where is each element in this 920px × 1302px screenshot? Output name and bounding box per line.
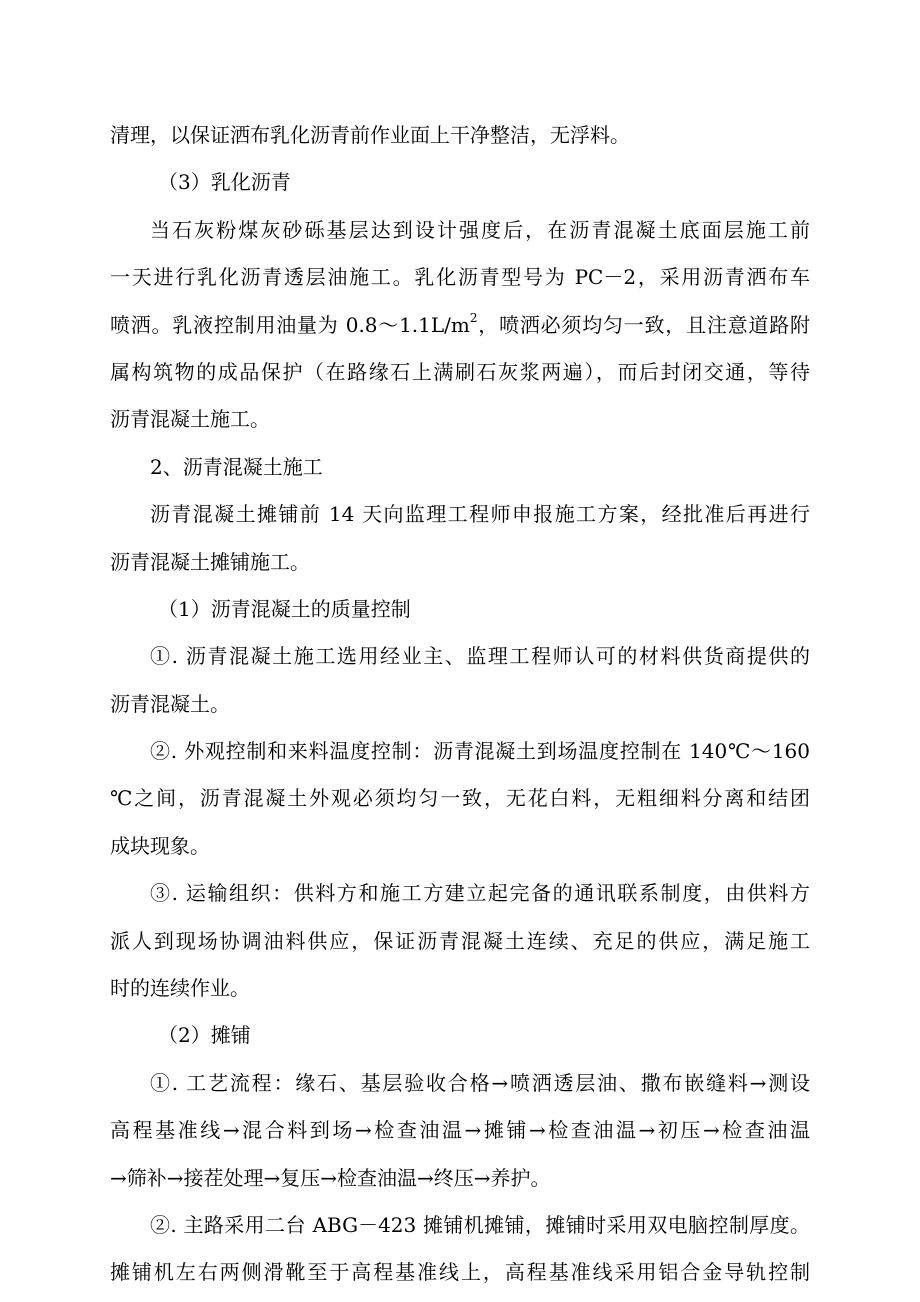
text-line: 时的连续作业。: [110, 976, 250, 1001]
text-line: 一天进行乳化沥青透层油施工。乳化沥青型号为 PC－2，采用沥青洒布车: [110, 265, 810, 290]
section-heading: （3）乳化沥青: [158, 170, 291, 195]
section-heading: （1）沥青混凝土的质量控制: [158, 596, 411, 621]
text-fragment: 喷洒。乳液控制用油量为 0.8～1.1L/m: [110, 312, 470, 337]
text-line: 沥青混凝土摊铺前 14 天向监理工程师申报施工方案，经批准后再进行: [150, 502, 810, 527]
text-line: 清理，以保证洒布乳化沥青前作业面上干净整洁，无浮料。: [110, 123, 630, 147]
text-line: 派人到现场协调油料供应，保证沥青混凝土连续、充足的供应，满足施工: [110, 928, 810, 953]
text-line: 当石灰粉煤灰砂砾基层达到设计强度后，在沥青混凝土底面层施工前: [150, 217, 810, 242]
text-line: →筛补→接茬处理→复压→检查油温→终压→养护。: [110, 1165, 551, 1190]
text-fragment: ，喷洒必须均匀一致，且注意道路附: [477, 312, 810, 337]
text-line: ℃之间，沥青混凝土外观必须均匀一致，无花白料，无粗细料分离和结团: [110, 786, 810, 811]
text-line: ③. 运输组织：供料方和施工方建立起完备的通讯联系制度，由供料方: [150, 881, 810, 906]
text-line: 沥青混凝土摊铺施工。: [110, 549, 310, 574]
superscript: 2: [469, 310, 478, 325]
text-line: 沥青混凝土施工。: [110, 407, 270, 432]
text-line: ①. 沥青混凝土施工选用经业主、监理工程师认可的材料供货商提供的: [150, 644, 810, 669]
text-line: 属构筑物的成品保护（在路缘石上满刷石灰浆两遍），而后封闭交通，等待: [110, 359, 810, 384]
document-page: [110, 112, 810, 1297]
text-line: 沥青混凝土。: [110, 691, 230, 716]
text-line: 摊铺机左右两侧滑靴至于高程基准线上，高程基准线采用铝合金导轨控制: [110, 1260, 810, 1285]
text-line: ②. 外观控制和来料温度控制：沥青混凝土到场温度控制在 140℃～160: [150, 739, 810, 764]
text-line: 高程基准线→混合料到场→检查油温→摊铺→检查油温→初压→检查油温: [110, 1118, 810, 1143]
text-line: 成块现象。: [110, 833, 210, 858]
text-line: ②. 主路采用二台 ABG－423 摊铺机摊铺，摊铺时采用双电脑控制厚度。: [150, 1212, 810, 1237]
section-heading: （2）摊铺: [158, 1023, 251, 1048]
text-line: [110, 302, 810, 349]
text-line: ①. 工艺流程：缘石、基层验收合格→喷洒透层油、撒布嵌缝料→测设: [150, 1070, 810, 1095]
section-heading: 2、沥青混凝土施工: [150, 454, 323, 479]
